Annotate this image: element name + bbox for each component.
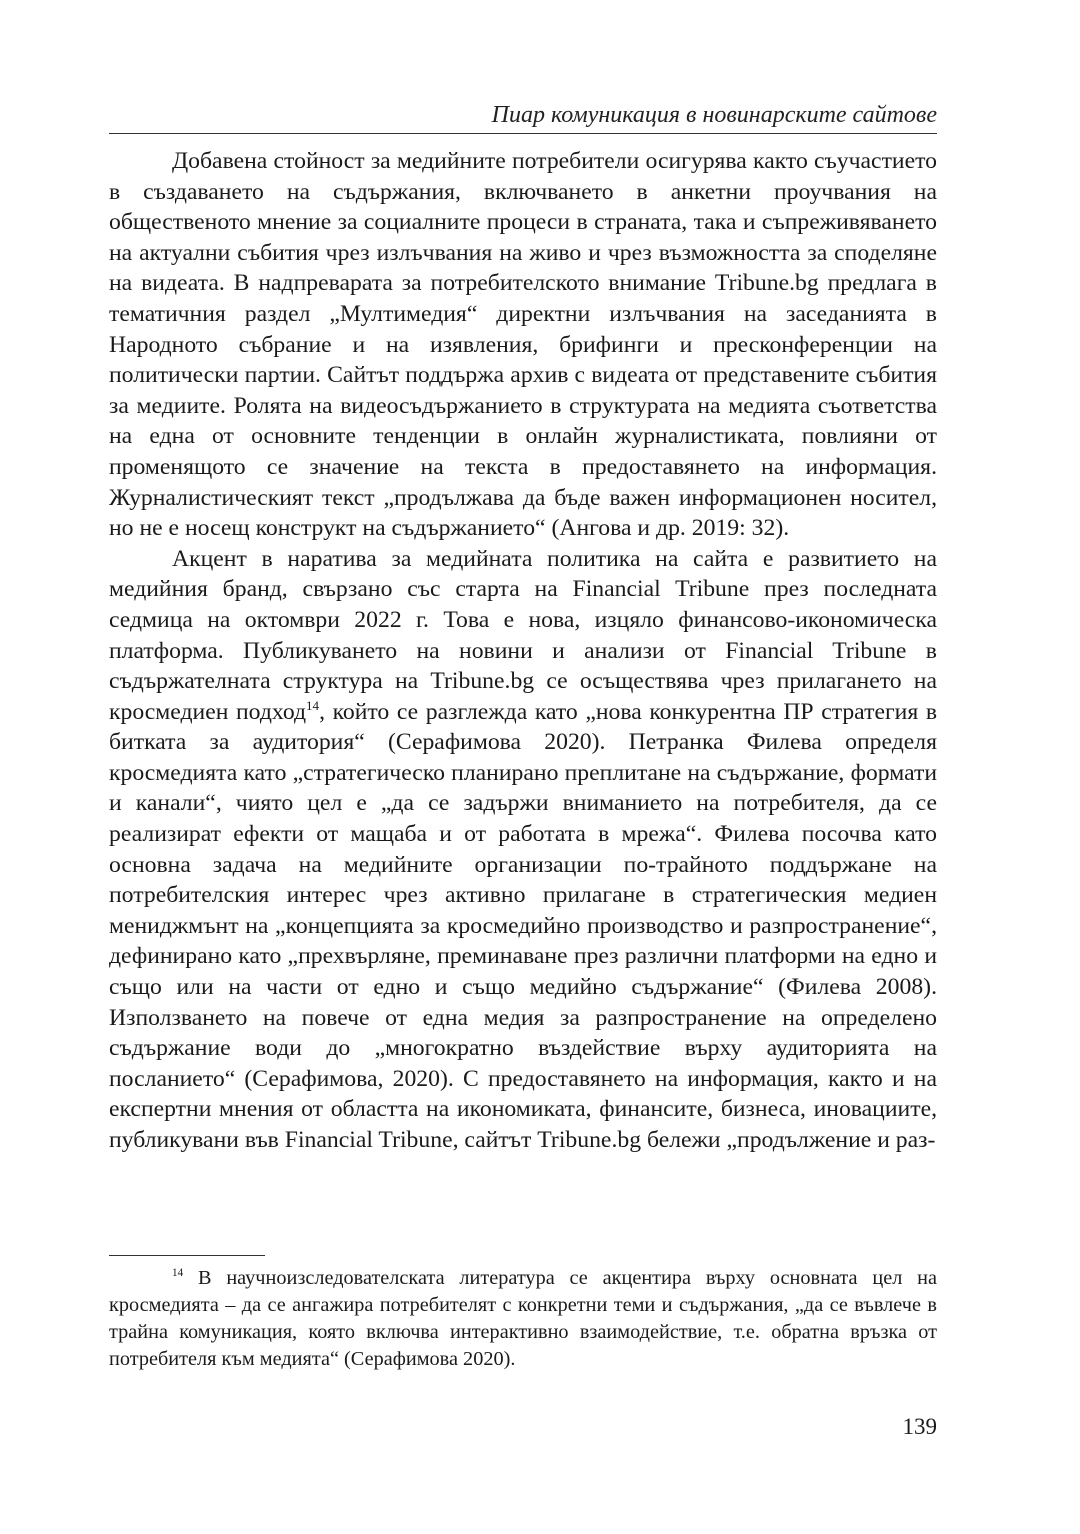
paragraph: [109, 544, 937, 1156]
footnote-reference[interactable]: 14: [306, 697, 320, 713]
paragraph-text: , който се разглежда като „нова конкурентна ПР стратегия в битката за аудитория“ (Серафимова 2020). Петранка Филева определя кросмедията като „стратегическо планирано преплитане на съдържание, формати и канали“, чиято цел е „да се задържи вниманието на потребителя, да се реализират ефекти от мащаба и от работата в мрежа“. Филева посочва като основна задача на медийните организации по-трайното поддържане на потребителския интерес чрез активно прилагане в стратегическия медиен мениджмънт на „концепцията за кросмедийно производство и разпространение“, дефинирано като „прехвърляне, преминаване през различни платформи на едно и също или на части от едно и също медийно съдържание“ (Филева 2008). Използването на повече от една медия за разпространение на определено съдържание води до „многократно въздействие върху аудиторията на посланието“ (Серафимова, 2020). С предоставянето на информация, както и на експертни мнения от областта на икономиката, финансите, бизнеса, иновациите, публикувани във Financial Tribune, сайтът Tribune.bg бележи „продължение и раз-: [109, 698, 938, 1153]
book-page: [109, 0, 937, 1534]
running-head: Пиар комуникация в новинарските сайтове: [491, 102, 937, 128]
footnote-text: В научноизследователската литература се акцентира върху основната цел на кросмедията – да се ангажира потребителят с конкретни теми и съдържания, „да се въвлече в трайна комуникация, която включва интерактивно взаимодействие, т.е. обратна връзка от потребителя към медията“ (Серафимова 2020).: [109, 1267, 937, 1370]
footnote-separator: [109, 1255, 265, 1256]
footnote-number: 14: [172, 1267, 184, 1280]
page-number: 139: [902, 1414, 937, 1439]
header-rule: [109, 133, 937, 134]
body-text: [109, 146, 937, 1156]
footnote: [109, 1265, 937, 1373]
paragraph-text: Акцент в наратива за медийната политика на сайта е развитието на медийния бранд, свързано със старта на Financial Tribune през последната седмица на октомври 2022 г. Това е нова, изцяло финансово-икономическа платформа. Публикуването на новини и анализи от Financial Tribune в съдържателната структура на Tribune.bg се осъществява чрез прилагането на кросмедиен подход: [109, 545, 937, 725]
paragraph: Добавена стойност за медийните потребители осигурява както съучастието в създаването на съдържания, включването в анкетни проучвания на общественото мнение за социалните процеси в страната, така и съпреживяването на актуални събития чрез излъчвания на живо и чрез възможността за споделяне на видеата. В надпреварата за потребителското внимание Tribune.bg предлага в тематичния раздел „Мултимедия“ директни излъчвания на заседанията в Народното събрание и на изявления, брифинги и пресконференции на политически партии. Сайтът поддържа архив с видеата от представените събития за медиите. Ролята на видеосъдържанието в структурата на медията съответства на една от основните тенденции в онлайн журналистиката, повлияни от променящото се значение на текста в предоставянето на информация. Журналистическият текст „продължава да бъде важен информационен носител, но не е носещ конструкт на съдържанието“ (Ангова и др. 2019: 32).: [109, 148, 937, 542]
